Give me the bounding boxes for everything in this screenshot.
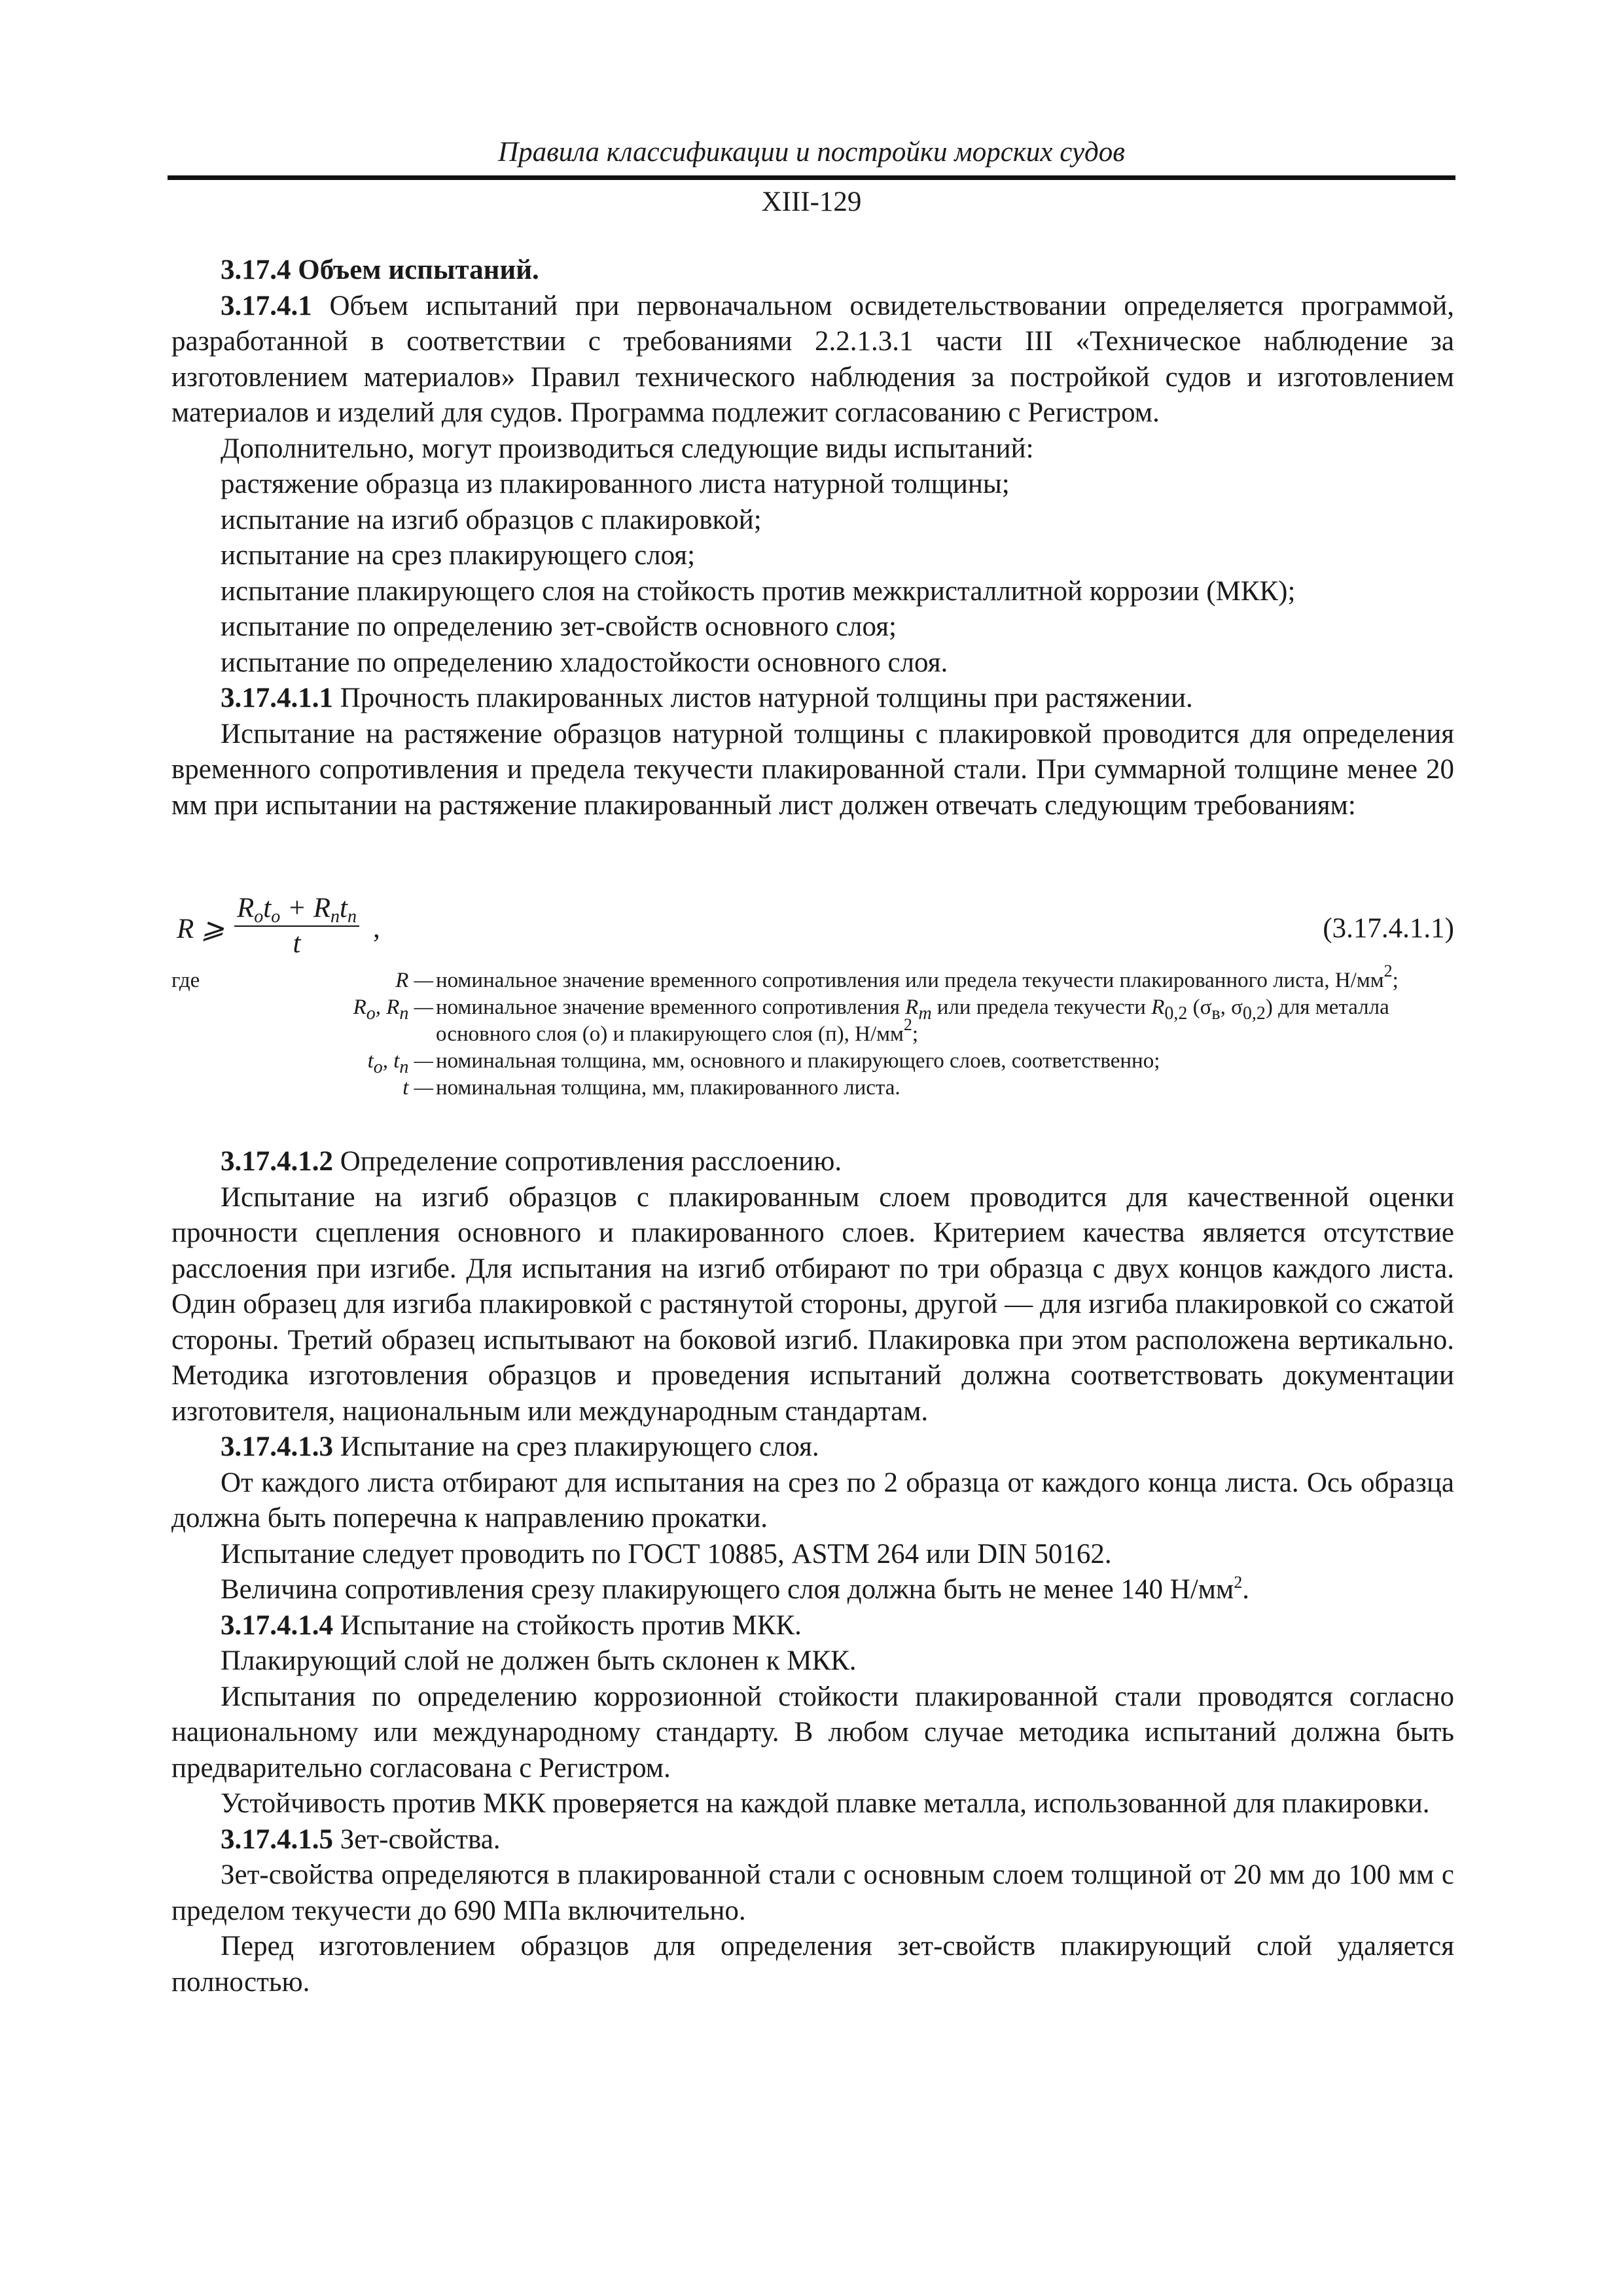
legend-where: где	[171, 969, 200, 992]
running-header: Правила классификации и постройки морских судов	[498, 137, 1125, 168]
paragraph: Величина сопротивления срезу плакирующего слоя должна быть не менее 140 $Н/мм^2$.	[221, 1573, 1249, 1605]
formula-comma: ,	[373, 913, 380, 944]
list-item: испытание по определению зет-свойств основного слоя;	[221, 611, 897, 642]
clause-number: 3.17.4.1.5	[221, 1823, 333, 1855]
legend-row	[171, 994, 1454, 1048]
paragraph: Испытание следует проводить по ГОСТ 10885, ASTM 264 или DIN 50162.	[221, 1538, 1112, 1570]
list-item: испытание на срез плакирующего слоя;	[221, 540, 696, 571]
paragraph: Испытание на изгиб образцов с плакированным слоем проводится для качественной оценки прочности сцепления основного и плакированного слоев. Критерием качества является отсутствие расслоения при изгибе. Для испытания на изгиб отбирают по три образца с двух концов каждого листа. Один образец для изгиба плакировкой с растянутой стороны, другой — для изгиба плакировкой со сжатой стороны. Третий образец испытывают на боковой изгиб. Плакировка при этом расположена вертикально. Методика изготовления образцов и проведения испытаний должна соответствовать документации изготовителя, национальным или международным стандартам.	[171, 1181, 1454, 1427]
list-item: испытание по определению хладостойкости основного слоя.	[221, 647, 948, 678]
section-heading: 3.17.4 Объем испытаний.	[221, 255, 539, 285]
clause-number: 3.17.4.1	[221, 290, 312, 321]
paragraph-3-17-4-1-2: 3.17.4.1.2 Определение сопротивления расслоению.	[221, 1146, 842, 1177]
fraction-denominator: t	[293, 928, 301, 959]
paragraph-3-17-4-1-3: 3.17.4.1.3 Испытание на срез плакирующего слоя.	[221, 1431, 819, 1462]
legend-description: номинальная толщина, мм, основного и плакирующего слоев, соответственно;	[436, 1049, 1160, 1073]
text-block-2	[171, 1144, 1454, 2000]
clause-number: 3.17.4.1.2	[221, 1146, 333, 1177]
legend-symbol: $t_o$, $t_n$ —	[367, 1049, 433, 1077]
paragraph: Испытание на растяжение образцов натурной толщины с плакировкой проводится для определения временного сопротивления и предела текучести плакированной стали. При суммарной толщине менее 20 мм при испытании на растяжение плакированный лист должен отвечать следующим требованиям:	[171, 718, 1454, 821]
list-item: испытание на изгиб образцов с плакировкой;	[221, 504, 762, 535]
formula-legend	[171, 961, 1454, 1102]
clause-number: 3.17.4.1.3	[221, 1431, 333, 1462]
clause-number: 3.17.4.1.4	[221, 1609, 333, 1641]
legend-description: номинальная толщина, мм, плакированного листа.	[436, 1076, 901, 1100]
formula-lhs: R ⩾	[177, 914, 225, 944]
legend-symbol: t —	[402, 1076, 433, 1100]
paragraph: Зет-свойства определяются в плакированной стали с основным слоем толщиной от 20 мм до 100 мм с пределом текучести до 690 МПа включительно.	[171, 1859, 1454, 1926]
paragraph-3-17-4-1-5: 3.17.4.1.5 Зет-свойства.	[221, 1823, 501, 1855]
clause-number: 3.17.4.1.1	[221, 683, 333, 713]
legend-row	[171, 961, 1454, 994]
paragraph: Плакирующий слой не должен быть склонен к МКК.	[221, 1645, 857, 1676]
list-item: испытание плакирующего слоя на стойкость против межкристаллитной коррозии (МКК);	[221, 575, 1296, 607]
legend-description: номинальное значение временного сопротивления или предела текучести плакированного листа, $Н/мм^2$;	[436, 961, 1399, 992]
legend-description: номинальное значение временного сопротивления $R_m$ или предела текучести $R_{0,2}$ ($\sigma_в$, $\sigma_{0,2}$) для металла основного слоя (о) и плакирующего слоя (п), $Н/мм^2$;	[436, 996, 1389, 1046]
paragraph: Дополнительно, могут производиться следующие виды испытаний:	[221, 433, 1034, 464]
paragraph-3-17-4-1-4: 3.17.4.1.4 Испытание на стойкость против МКК.	[221, 1609, 802, 1641]
header-rule	[168, 175, 1455, 180]
paragraph: От каждого листа отбирают для испытания на срез по 2 образца от каждого конца листа. Ось образца должна быть поперечна к направлению прокатки.	[171, 1467, 1454, 1534]
formula-3-17-4-1-1	[171, 891, 1454, 963]
legend-row	[171, 1048, 1454, 1075]
equation-number: (3.17.4.1.1)	[1323, 913, 1454, 944]
paragraph-3-17-4-1-1: 3.17.4.1.1 Прочность плакированных листов натурной толщины при растяжении.	[221, 683, 1193, 713]
paragraph: Испытания по определению коррозионной стойкости плакированной стали проводятся согласно национальному или международному стандарту. В любом случае методика испытаний должна быть предварительно согласована с Регистром.	[171, 1681, 1454, 1784]
paragraph: Устойчивость против МКК проверяется на каждой плавке металла, использованной для плакировки.	[221, 1788, 1430, 1819]
legend-row	[171, 1075, 1454, 1102]
page-number: XIII-129	[761, 187, 862, 217]
paragraph: Перед изготовлением образцов для определения зет-свойств плакирующий слой удаляется полностью.	[171, 1931, 1454, 1998]
legend-symbol: $R_o$, $R_n$ —	[353, 996, 433, 1024]
fraction-numerator: $R_ot_o + R_nt_n$	[234, 891, 359, 927]
legend-symbol: R —	[395, 969, 433, 992]
formula-fraction	[234, 891, 359, 961]
paragraph-3-17-4-1: 3.17.4.1 Объем испытаний при первоначальном освидетельствовании определяется программой, разработанной в соответствии с требованиями 2.2.1.3.1 части III «Техническое наблюдение за изготовлением материалов» Правил технического наблюдения за постройкой судов и изготовлением материалов и изделий для судов. Программа подлежит согласованию с Регистром.	[171, 290, 1454, 428]
list-item: растяжение образца из плакированного листа натурной толщины;	[221, 469, 1010, 499]
text-block-1	[171, 253, 1454, 823]
